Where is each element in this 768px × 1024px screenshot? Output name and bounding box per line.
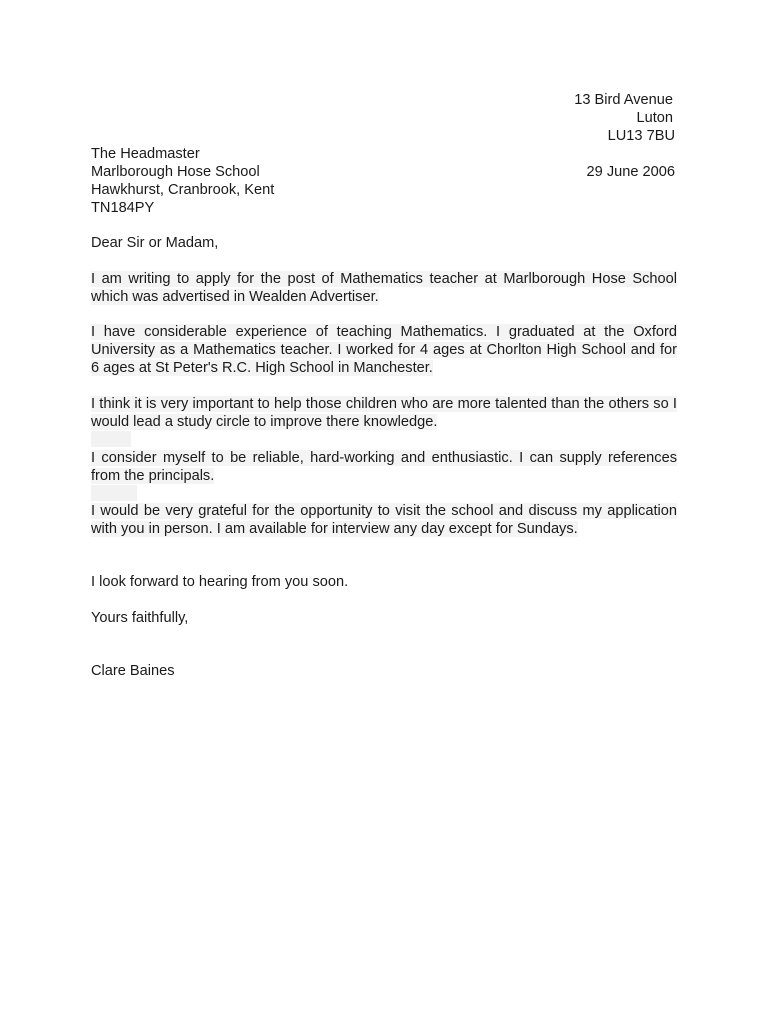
- paragraph-text: I think it is very important to help those children who are more talented than the others so I would lead a study circle to improve there knowledge.: [91, 396, 677, 430]
- paragraph-text: I would be very grateful for the opportunity to visit the school and discuss my application with you in person. I am available for interview any day except for Sundays.: [91, 503, 677, 537]
- recipient-title: The Headmaster: [91, 146, 200, 162]
- sender-street: 13 Bird Avenue: [574, 92, 673, 108]
- body-paragraph-3: [91, 395, 677, 431]
- sender-postcode: LU13 7BU: [607, 128, 675, 144]
- highlight-fragment: [91, 431, 131, 447]
- highlight-fragment: [91, 485, 137, 501]
- body-paragraph-4: [91, 449, 677, 485]
- closing-line: I look forward to hearing from you soon.: [91, 574, 349, 590]
- body-paragraph-2: [91, 323, 677, 377]
- paragraph-text: I consider myself to be reliable, hard-working and enthusiastic. I can supply references from the principals.: [91, 450, 677, 484]
- sender-city: Luton: [636, 110, 673, 126]
- letter-date: 29 June 2006: [586, 164, 675, 180]
- recipient-school: Marlborough Hose School: [91, 164, 260, 180]
- body-paragraph-5: [91, 502, 677, 538]
- paragraph-text: I am writing to apply for the post of Mathematics teacher at Marlborough Hose School which was advertised in Wealden Advertiser.: [91, 271, 677, 305]
- valediction: Yours faithfully,: [91, 610, 189, 626]
- body-paragraph-1: [91, 270, 677, 306]
- recipient-postcode: TN184PY: [91, 200, 155, 216]
- paragraph-text: I have considerable experience of teaching Mathematics. I graduated at the Oxford University as a Mathematics teacher. I worked for 4 ages at Chorlton High School and for 6 ages at St Peter's R.C. High School in Manchester.: [91, 324, 677, 376]
- recipient-town: Hawkhurst, Cranbrook, Kent: [91, 182, 275, 198]
- signature-name: Clare Baines: [91, 663, 175, 679]
- salutation: Dear Sir or Madam,: [91, 235, 219, 251]
